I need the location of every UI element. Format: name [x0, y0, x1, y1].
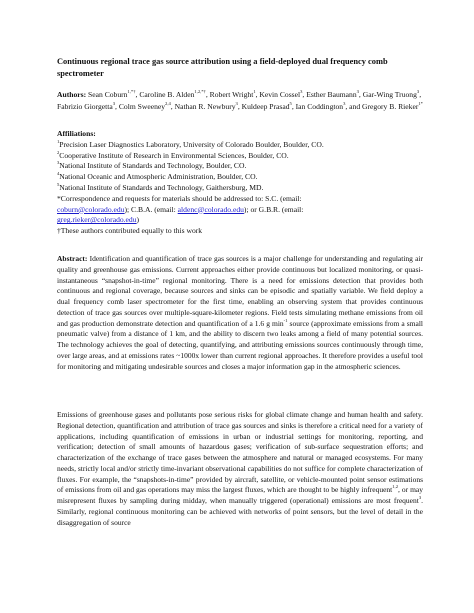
author-name: Gregory B. Rieker	[362, 101, 419, 111]
correspondence-line-3	[57, 215, 423, 226]
affiliation-number: 2	[57, 149, 60, 155]
author-list	[57, 89, 423, 112]
author-name: Gar-Wing Truong	[362, 90, 417, 99]
body-text: , or may misrepresent fluxes by sampling during midday, when manually triggered (operational) emissions are most frequent	[57, 485, 423, 505]
affiliations-label: Affiliations:	[57, 129, 96, 138]
abstract-text-continued: source (approximate emissions from a small pneumatic valve) from a distance of 1 km, and the ability to discern two leaks among a field of many potential sources. The technology achieves the goal of detecting, quantifying, and attributing emissions sources continuously through time, over large areas, and at emissions rates ~1000x lower than current regional approaches. It therefore provides a useful tool for monitoring and mitigating undesirable sources and closes a major information gap in the atmospheric sciences.	[57, 318, 423, 371]
email-link-alden[interactable]: aldenc@colorado.edu	[177, 204, 244, 214]
author-affiliation-mark: 3	[112, 100, 116, 106]
affiliation-text: Cooperative Institute of Research in Environmental Sciences, Boulder, CO.	[59, 150, 289, 160]
author-name: Kevin Cossel	[259, 90, 301, 99]
equal-contribution-note: †These authors contributed equally to this work	[57, 226, 203, 236]
correspondence-line-1: *Correspondence and requests for materials should be addressed to: S.C. (email:	[57, 193, 302, 203]
abstract-label: Abstract:	[57, 254, 88, 263]
affiliation-number: 1	[57, 138, 60, 144]
affiliation-text: National Oceanic and Atmospheric Administration, Boulder, CO.	[59, 172, 258, 182]
author-name: Fabrizio Giorgetta	[57, 101, 113, 111]
email-link-rieker[interactable]: greg.rieker@colorado.edu	[57, 215, 137, 225]
author-affiliation-mark: 3	[356, 89, 359, 94]
abstract-paragraph	[57, 254, 423, 372]
abstract-superscript: -1	[283, 317, 288, 323]
body-paragraph-1	[57, 410, 423, 528]
affiliation-4	[57, 172, 423, 183]
authors-label: Authors:	[57, 90, 87, 99]
affiliation-text: National Institute of Standards and Technology, Boulder, CO.	[59, 161, 247, 171]
abstract-text: Identification and quantification of trace gas sources is a major challenge for understanding and regulating air quality and greenhouse gas emissions. Current approaches either provide continuous but localized monitoring, or quasi-instantaneous “snapshot-in-time” regional monitoring. There is a need for emissions detection that provides both continuous and regional coverage, because sources and sinks can be episodic and spatially variable. We field deploy a dual frequency comb laser spectrometer for the first time, enabling an observing system that provides continuous detection of trace gas sources over multiple-square-kilometer regions. Field tests simulating methane emissions from oil and gas production demonstrate detection and quantification of a 1.6 g min	[57, 254, 423, 328]
author-affiliation-mark: 5	[289, 100, 292, 106]
affiliation-2	[57, 151, 423, 162]
author-name: Robert Wright	[209, 90, 254, 99]
author-affiliation-mark: 1,*†	[127, 89, 136, 94]
author-affiliation-mark: 1	[253, 89, 256, 94]
author-affiliation-mark: 3	[300, 89, 303, 94]
author-affiliation-mark: 3	[343, 100, 346, 106]
paper-title: Continuous regional trace gas source attribution using a field-deployed dual frequency comb spectrometer	[57, 57, 388, 78]
author-affiliation-mark: 3	[416, 89, 420, 94]
author-name: Caroline B. Alden	[139, 90, 195, 99]
affiliation-text: National Institute of Standards and Technology, Gaithersburg, MD.	[59, 182, 264, 192]
affiliation-number: 3	[57, 160, 60, 166]
affiliation-3	[57, 161, 423, 172]
affiliation-text: Precision Laser Diagnostics Laboratory, University of Colorado Boulder, Boulder, CO.	[59, 139, 324, 149]
affiliation-number: 4	[57, 171, 60, 177]
author-name: Ian Coddington	[295, 101, 344, 111]
correspondence-text: ); or G.B.R. (email:	[243, 204, 304, 214]
author-name: Esther Baumann	[306, 90, 357, 99]
affiliations-block	[57, 129, 423, 237]
author-affiliation-mark: 3	[235, 100, 238, 106]
author-names: Sean Coburn$^{1,*\dagger}$, Caroline B. Alden$^{1,2,*\dagger}$, Robert Wright$^1$, Kevin Cossel$^3$, Esther Baumann$^3$, Gar-Wing Truong$^3$, Fabrizio Giorgetta$^3$, Colm Sweeney$^{2,4}$, Nathan R. Newbury$^3$, Kuldeep Prasad$^5$, Ian Coddington$^3$, and Gregory B. Rieker$^{1*}$	[57, 89, 423, 111]
correspondence-line-2	[57, 205, 423, 216]
author-name: Sean Coburn	[88, 90, 128, 99]
email-link-coburn[interactable]: coburn@colorado.edu	[57, 204, 125, 214]
affiliation-5	[57, 183, 423, 194]
affiliation-1	[57, 140, 423, 151]
author-name: Colm Sweeney	[118, 101, 166, 111]
author-affiliation-mark: 2,4	[165, 100, 171, 106]
citation-superscript: 3	[418, 495, 422, 500]
author-name: Nathan R. Newbury	[174, 101, 236, 111]
author-name: Kuldeep Prasad	[241, 101, 290, 111]
body-text: . Similarly, regional continuous monitoring can be achieved with networks of point sensors, but the level of detail in the disaggregation of source	[57, 496, 423, 527]
author-affiliation-mark: 1,2,*†	[194, 89, 206, 94]
author-affiliation-mark: 1*	[418, 100, 423, 106]
correspondence-text: ); C.B.A. (email:	[124, 204, 178, 214]
correspondence-text: )	[136, 215, 140, 225]
body-text: Emissions of greenhouse gases and pollutants pose serious risks for global climate change and human health and safety. Regional detection, quantification and attribution of trace gas sources and sinks is therefore a critical need for a variety of applications, including quantification of emissions in urban or industrial settings for monitoring, reporting, and verification; detection of small amounts of hazardous gases; verification of sub-surface sequestration efforts; and characterization of the exchange of trace gases between the atmosphere and natural or managed ecosystems. For many needs, strictly local and/or strictly time-invariant observational capabilities do not suffice for complete characterization of fluxes. For example, the “snapshots-in-time” provided by aircraft, satellite, or vehicle-mounted point sensor estimations of emissions from oil and gas operations may miss the largest fluxes, which are thought to be highly infrequent	[57, 410, 423, 495]
citation-superscript: 1,2	[392, 484, 398, 490]
affiliation-number: 5	[57, 181, 60, 187]
